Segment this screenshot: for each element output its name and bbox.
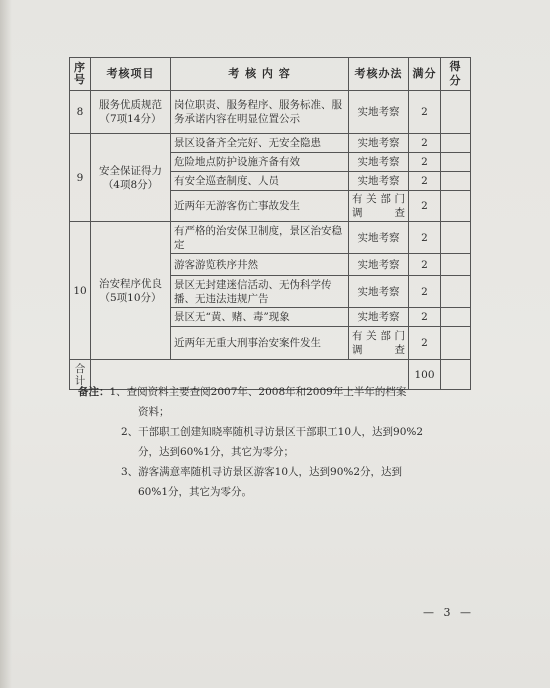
row-full: 2 [409, 276, 441, 308]
row-method: 实地考察 [349, 91, 409, 134]
row-content: 有安全巡查制度、人员 [171, 172, 349, 191]
row-score [441, 254, 471, 276]
header-item: 考核项目 [91, 58, 171, 91]
row-method: 有关部门 调 查 [349, 191, 409, 222]
note-2-continued: 分，达到60%1分，其它为零分； [138, 446, 295, 458]
row-score [441, 308, 471, 327]
group-no: 8 [70, 91, 91, 134]
group-no: 9 [70, 134, 91, 222]
row-method: 实地考察 [349, 172, 409, 191]
note-3-continued: 60%1分，其它为零分。 [138, 486, 253, 498]
note-3: 3、游客满意率随机寻访景区游客10人，达到90%2分，达到 [121, 466, 403, 478]
row-score [441, 327, 471, 360]
scan-edge-shadow [0, 0, 12, 688]
group-item: 治安程序优良 （5项10分） [91, 222, 171, 360]
row-content: 景区无封建迷信活动、无伪科学传播、无违法违规广告 [171, 276, 349, 308]
header-no: 序号 [70, 58, 91, 91]
header-method: 考核办法 [349, 58, 409, 91]
row-content: 有严格的治安保卫制度，景区治安稳定 [171, 222, 349, 254]
row-score [441, 172, 471, 191]
row-full: 2 [409, 91, 441, 134]
row-full: 2 [409, 153, 441, 172]
note-1-text: 1、查阅资料主要查阅2007年、2008年和2009年上半年的档案 [109, 386, 407, 398]
notes-label: 备注： [78, 386, 110, 398]
row-full: 2 [409, 191, 441, 222]
row-score [441, 153, 471, 172]
row-content: 近两年无游客伤亡事故发生 [171, 191, 349, 222]
row-full: 2 [409, 222, 441, 254]
row-score [441, 276, 471, 308]
group-item: 安全保证得力 （4项8分） [91, 134, 171, 222]
row-method: 实地考察 [349, 276, 409, 308]
table-row [70, 222, 471, 254]
header-content: 考 核 内 容 [171, 58, 349, 91]
row-full: 2 [409, 172, 441, 191]
row-full: 2 [409, 308, 441, 327]
row-method: 实地考察 [349, 254, 409, 276]
row-method: 实地考察 [349, 153, 409, 172]
row-method: 实地考察 [349, 308, 409, 327]
total-full: 100 [409, 360, 441, 390]
row-content: 近两年无重大刑事治安案件发生 [171, 327, 349, 360]
row-method: 有关部门 调 查 [349, 327, 409, 360]
row-full: 2 [409, 254, 441, 276]
note-1-continued: 资料； [138, 406, 170, 418]
header-full: 满分 [409, 58, 441, 91]
row-content: 岗位职责、服务程序、服务标准、服务承诺内容在明显位置公示 [171, 91, 349, 134]
note-1 [78, 382, 478, 402]
page-number: — 3 — [423, 606, 474, 619]
table-header-row [70, 58, 471, 91]
total-label: 合 计 [70, 360, 91, 390]
row-content: 危险地点防护设施齐备有效 [171, 153, 349, 172]
table-row [70, 91, 471, 134]
row-content: 景区设备齐全完好、无安全隐患 [171, 134, 349, 153]
notes-section [78, 382, 478, 502]
row-score [441, 134, 471, 153]
row-content: 景区无“黄、赌、毒”现象 [171, 308, 349, 327]
group-item: 服务优质规范 （7项14分） [91, 91, 171, 134]
row-full: 2 [409, 327, 441, 360]
row-full: 2 [409, 134, 441, 153]
note-2: 2、干部职工创建知晓率随机寻访景区干部职工10人，达到90%2 [121, 426, 424, 438]
row-method: 实地考察 [349, 134, 409, 153]
table-row [70, 134, 471, 153]
row-method: 实地考察 [349, 222, 409, 254]
row-score [441, 91, 471, 134]
row-content: 游客游览秩序井然 [171, 254, 349, 276]
assessment-table [69, 57, 471, 390]
group-no: 10 [70, 222, 91, 360]
header-score: 得分 [441, 58, 471, 91]
row-score [441, 222, 471, 254]
row-score [441, 191, 471, 222]
